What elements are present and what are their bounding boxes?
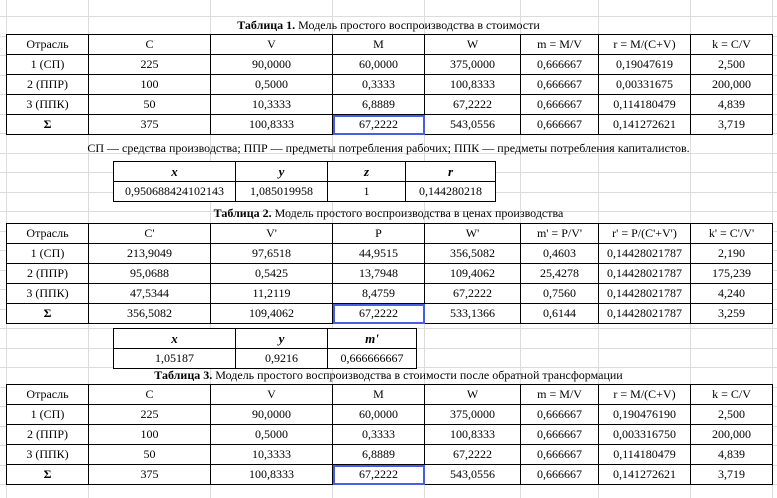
- table-cell[interactable]: 100,8333: [211, 115, 333, 135]
- table-cell[interactable]: 0,00331675: [599, 75, 691, 95]
- param-value-cell[interactable]: 1: [328, 182, 406, 202]
- params1-table: [113, 161, 496, 202]
- table-row: [7, 264, 773, 284]
- table-cell[interactable]: 100: [89, 425, 211, 445]
- table-cell[interactable]: 11,2119: [211, 284, 333, 304]
- table-cell[interactable]: 375,0000: [425, 55, 521, 75]
- table-cell[interactable]: 0,3333: [333, 425, 425, 445]
- param-value-cell[interactable]: 0,9216: [236, 349, 328, 369]
- table-cell[interactable]: 0,666667: [521, 425, 599, 445]
- param-name-cell[interactable]: x: [114, 162, 236, 182]
- table-cell[interactable]: 0,666667: [521, 445, 599, 465]
- param-value-cell[interactable]: 1,05187: [114, 349, 236, 369]
- param-value-cell[interactable]: 0,666666667: [328, 349, 417, 369]
- column-header[interactable]: k' = C'/V': [691, 224, 773, 244]
- table-cell[interactable]: 0,4603: [521, 244, 599, 264]
- table-row: [7, 244, 773, 264]
- column-header[interactable]: k = C/V: [691, 385, 773, 405]
- table-cell[interactable]: 225: [89, 55, 211, 75]
- table1-title-text: Модель простого воспроизводства в стоимости: [295, 18, 540, 32]
- column-header[interactable]: m = M/V: [521, 385, 599, 405]
- table-cell[interactable]: 0,141272621: [599, 465, 691, 485]
- table-row: [7, 95, 773, 115]
- table-cell[interactable]: 44,9515: [333, 244, 425, 264]
- row-label-cell[interactable]: 2 (ППР): [7, 264, 89, 284]
- table3-title: [0, 366, 777, 384]
- table-cell[interactable]: 4,839: [691, 95, 773, 115]
- table-row: [7, 405, 773, 425]
- table2-title: [0, 204, 777, 222]
- params-value-row: [114, 182, 496, 202]
- table-cell[interactable]: 100,8333: [211, 465, 333, 485]
- table-cell[interactable]: 67,2222: [425, 95, 521, 115]
- table-cell[interactable]: 356,5082: [89, 304, 211, 324]
- table-cell[interactable]: 3,259: [691, 304, 773, 324]
- column-header[interactable]: r' = P/(C'+V'): [599, 224, 691, 244]
- table-row: [7, 425, 773, 445]
- row-label-cell[interactable]: Σ: [7, 304, 89, 324]
- table-cell[interactable]: 50: [89, 445, 211, 465]
- table-cell[interactable]: 67,2222: [333, 304, 425, 324]
- table-cell[interactable]: 10,3333: [211, 95, 333, 115]
- table-cell[interactable]: 67,2222: [333, 115, 425, 135]
- table-cell[interactable]: 375: [89, 465, 211, 485]
- param-value-cell[interactable]: 0,144280218: [406, 182, 496, 202]
- column-header[interactable]: C: [89, 35, 211, 55]
- column-header[interactable]: V': [211, 224, 333, 244]
- table-cell[interactable]: 0,114180479: [599, 95, 691, 115]
- table-cell[interactable]: 8,4759: [333, 284, 425, 304]
- table3-title-text: Модель простого воспроизводства в стоимости после обратной трансформации: [212, 368, 623, 382]
- row-label-cell[interactable]: 2 (ППР): [7, 425, 89, 445]
- table1-title: [0, 16, 777, 34]
- column-header[interactable]: r = M/(C+V): [599, 35, 691, 55]
- column-header[interactable]: V: [211, 385, 333, 405]
- header-row: [7, 224, 773, 244]
- row-label-cell[interactable]: Σ: [7, 465, 89, 485]
- table-cell[interactable]: 67,2222: [333, 465, 425, 485]
- table-cell[interactable]: 543,0556: [425, 465, 521, 485]
- table-row: [7, 445, 773, 465]
- table-cell[interactable]: 0,3333: [333, 75, 425, 95]
- column-header[interactable]: Отрасль: [7, 35, 89, 55]
- row-label-cell[interactable]: 3 (ППК): [7, 95, 89, 115]
- table-cell[interactable]: 0,666667: [521, 75, 599, 95]
- param-value-cell[interactable]: 1,085019958: [236, 182, 328, 202]
- table-cell[interactable]: 6,8889: [333, 95, 425, 115]
- table-cell[interactable]: 2,500: [691, 55, 773, 75]
- table-row: [7, 55, 773, 75]
- param-name-cell[interactable]: y: [236, 162, 328, 182]
- table-cell[interactable]: 3,719: [691, 465, 773, 485]
- table-cell[interactable]: 2,190: [691, 244, 773, 264]
- table-cell[interactable]: 0,666667: [521, 465, 599, 485]
- param-name-cell[interactable]: m': [328, 329, 417, 349]
- table-cell[interactable]: 0,666667: [521, 55, 599, 75]
- row-label-cell[interactable]: 1 (СП): [7, 55, 89, 75]
- table-cell[interactable]: 0,114180479: [599, 445, 691, 465]
- table2-title-number: Таблица 2.: [213, 206, 272, 220]
- column-header[interactable]: Отрасль: [7, 224, 89, 244]
- column-header[interactable]: r = M/(C+V): [599, 385, 691, 405]
- table-cell[interactable]: 0,14428021787: [599, 284, 691, 304]
- table-cell[interactable]: 0,666667: [521, 405, 599, 425]
- row-label-cell[interactable]: 3 (ППК): [7, 284, 89, 304]
- table-row: [7, 465, 773, 485]
- param-name-cell[interactable]: z: [328, 162, 406, 182]
- table-cell[interactable]: 109,4062: [211, 304, 333, 324]
- table-cell[interactable]: 213,9049: [89, 244, 211, 264]
- row-label-cell[interactable]: 3 (ППК): [7, 445, 89, 465]
- table-cell[interactable]: 100,8333: [425, 425, 521, 445]
- table-cell[interactable]: 13,7948: [333, 264, 425, 284]
- table-cell[interactable]: 25,4278: [521, 264, 599, 284]
- row-label-cell[interactable]: 1 (СП): [7, 244, 89, 264]
- table-row: [7, 304, 773, 324]
- table-cell[interactable]: 60,0000: [333, 55, 425, 75]
- table-row: [7, 115, 773, 135]
- table-cell[interactable]: 0,190476190: [599, 405, 691, 425]
- row-label-cell[interactable]: 2 (ППР): [7, 75, 89, 95]
- table-cell[interactable]: 0,14428021787: [599, 264, 691, 284]
- table-cell[interactable]: 0,141272621: [599, 115, 691, 135]
- column-header[interactable]: C': [89, 224, 211, 244]
- header-row: [7, 35, 773, 55]
- column-header[interactable]: W': [425, 224, 521, 244]
- table-cell[interactable]: 90,0000: [211, 55, 333, 75]
- column-header[interactable]: m = M/V: [521, 35, 599, 55]
- table-cell[interactable]: 67,2222: [425, 284, 521, 304]
- table-cell[interactable]: 2,500: [691, 405, 773, 425]
- table-cell[interactable]: 200,000: [691, 425, 773, 445]
- legend-note: СП — средства производства; ППР — предметы потребления рабочих; ППК — предметы потребления капиталистов.: [87, 141, 690, 155]
- table-cell[interactable]: 60,0000: [333, 405, 425, 425]
- table-cell[interactable]: 375,0000: [425, 405, 521, 425]
- table-cell[interactable]: 200,000: [691, 75, 773, 95]
- table-cell[interactable]: 375: [89, 115, 211, 135]
- table-cell[interactable]: 97,6518: [211, 244, 333, 264]
- table-cell[interactable]: 47,5344: [89, 284, 211, 304]
- column-header[interactable]: C: [89, 385, 211, 405]
- table-cell[interactable]: 0,6144: [521, 304, 599, 324]
- header-row: [7, 385, 773, 405]
- param-name-cell[interactable]: r: [406, 162, 496, 182]
- table-cell[interactable]: 95,0688: [89, 264, 211, 284]
- param-value-cell[interactable]: 0,950688424102143: [114, 182, 236, 202]
- row-label-cell[interactable]: Σ: [7, 115, 89, 135]
- table-cell[interactable]: 4,839: [691, 445, 773, 465]
- table-cell[interactable]: 0,5425: [211, 264, 333, 284]
- table-cell[interactable]: 50: [89, 95, 211, 115]
- param-name-cell[interactable]: x: [114, 329, 236, 349]
- table1: [6, 34, 773, 135]
- column-header[interactable]: W: [425, 35, 521, 55]
- column-header[interactable]: M: [333, 35, 425, 55]
- table1-title-number: Таблица 1.: [237, 18, 296, 32]
- table-cell[interactable]: 543,0556: [425, 115, 521, 135]
- params-header-row: [114, 329, 417, 349]
- table-cell[interactable]: 109,4062: [425, 264, 521, 284]
- table-cell[interactable]: 10,3333: [211, 445, 333, 465]
- column-header[interactable]: Отрасль: [7, 385, 89, 405]
- table-cell[interactable]: 4,240: [691, 284, 773, 304]
- table-cell[interactable]: 225: [89, 405, 211, 425]
- param-name-cell[interactable]: y: [236, 329, 328, 349]
- table-row: [7, 284, 773, 304]
- column-header[interactable]: M: [333, 385, 425, 405]
- table-cell[interactable]: 67,2222: [425, 445, 521, 465]
- table-cell[interactable]: 0,14428021787: [599, 304, 691, 324]
- table-cell[interactable]: 0,003316750: [599, 425, 691, 445]
- table-cell[interactable]: 90,0000: [211, 405, 333, 425]
- table-row: [7, 75, 773, 95]
- params2-table: [113, 328, 417, 369]
- table-cell[interactable]: 100,8333: [425, 75, 521, 95]
- table-cell[interactable]: 533,1366: [425, 304, 521, 324]
- table-cell[interactable]: 0,666667: [521, 95, 599, 115]
- table-cell[interactable]: 356,5082: [425, 244, 521, 264]
- column-header[interactable]: k = C/V: [691, 35, 773, 55]
- table3: [6, 384, 773, 485]
- table-cell[interactable]: 175,239: [691, 264, 773, 284]
- table-cell[interactable]: 0,14428021787: [599, 244, 691, 264]
- table2: [6, 223, 773, 324]
- table2-title-text: Модель простого воспроизводства в ценах производства: [271, 206, 564, 220]
- table-cell[interactable]: 0,5000: [211, 425, 333, 445]
- column-header[interactable]: W: [425, 385, 521, 405]
- column-header[interactable]: V: [211, 35, 333, 55]
- params-header-row: [114, 162, 496, 182]
- table3-title-number: Таблица 3.: [154, 368, 213, 382]
- table-cell[interactable]: 0,19047619: [599, 55, 691, 75]
- table-cell[interactable]: 0,666667: [521, 115, 599, 135]
- table-cell[interactable]: 0,7560: [521, 284, 599, 304]
- column-header[interactable]: m' = P/V': [521, 224, 599, 244]
- table-cell[interactable]: 3,719: [691, 115, 773, 135]
- table-cell[interactable]: 0,5000: [211, 75, 333, 95]
- table-cell[interactable]: 6,8889: [333, 445, 425, 465]
- table-cell[interactable]: 100: [89, 75, 211, 95]
- row-label-cell[interactable]: 1 (СП): [7, 405, 89, 425]
- column-header[interactable]: P: [333, 224, 425, 244]
